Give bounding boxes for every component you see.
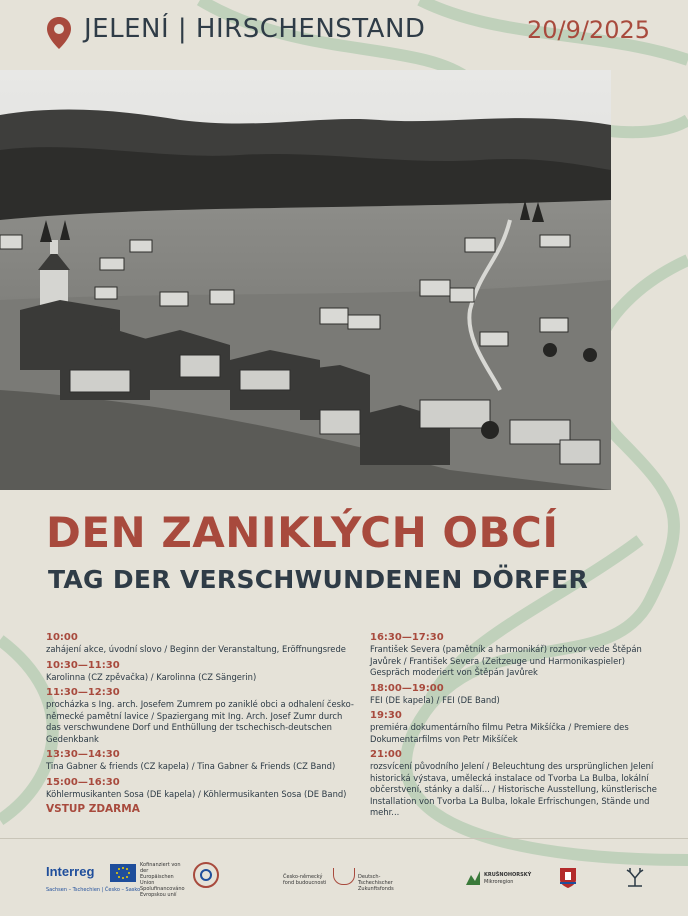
historic-village-photo [0, 70, 611, 490]
program-text: FEI (DE kapela) / FEI (DE Band) [370, 694, 500, 705]
eu-cofinanced-text: Kofinanziert von der Europäischen Union Spolufinancováno Evropskou unií [140, 862, 185, 898]
program-text: premiéra dokumentárního filmu Petra Mikšíčka / Premiere des Dokumentarfilms von Petr Mikšíček [370, 722, 629, 744]
program-time: 13:30—14:30 [46, 749, 120, 760]
program-time: 15:00—16:30 [46, 776, 120, 788]
program-time: 16:30—17:30 [370, 632, 444, 643]
program-item [46, 776, 358, 801]
fund-bracket-icon [333, 868, 355, 885]
program-time: 18:00—19:00 [370, 682, 444, 694]
program-time: 11:30—12:30 [46, 687, 120, 698]
title-czech: DEN ZANIKLÝCH OBCÍ [46, 508, 559, 557]
program-item [370, 709, 660, 745]
title-german: TAG DER VERSCHWUNDENEN DÖRFER [48, 565, 589, 594]
interreg-logo: Interreg Sachsen – Tschechien | Česko – Sasko [46, 864, 141, 893]
program-item [46, 686, 358, 745]
partner-logos [0, 850, 688, 910]
program-time: 19:30 [370, 710, 402, 721]
location-title: JELENÍ | HIRSCHENSTAND [84, 14, 426, 44]
fund-german-text: Deutsch-Tschechischer Zukunftsfonds [358, 874, 394, 892]
program-text: Tina Gabner & friends (CZ kapela) / Tina Gabner & Friends (CZ Band) [46, 761, 336, 771]
program-text: Köhlermusikanten Sosa (DE kapela) / Köhlermusikanten Sosa (DE Band) [46, 788, 347, 799]
program-text: František Severa (pamětník a harmonikář) rozhovor vede Štěpán Javůrek / František Severa (Zeitzeuge und Harmonikaspieler) Gespräch moderiert von Štěpán Javůrek [370, 644, 642, 677]
coat-of-arms-icon [560, 868, 576, 888]
program-item [46, 659, 358, 684]
program-left-column [46, 631, 358, 803]
program-item [370, 748, 660, 819]
map-pin-icon [46, 16, 72, 50]
program-text: procházka s Ing. arch. Josefem Zumrem po zaniklé obci a odhalení česko-německé pamětní lavice / Spaziergang mit Ing. Arch. Josef Zumr durch das verschwundene Dorf und Enthüllung der tschechisch-deutschen Gedenkbank [46, 699, 354, 744]
program-text: rozsvícení původního Jelení / Beleuchtung des ursprünglichen Jelení historická výstava, umělecká instalace od Tvorba La Bulba, lokální občerstvení, stánky a další... / Historische Ausstellung, künstlerische Installation von Tvorba La Bulba, lokale Erfrischungen, Stände und mehr... [370, 761, 657, 817]
free-entry-label: VSTUP ZDARMA [46, 803, 140, 815]
program-time: 21:00 [370, 749, 402, 760]
program-text: Karolinna (CZ zpěvačka) / Karolinna (CZ Sängerin) [46, 671, 257, 682]
interreg-subtitle: Sachsen – Tschechien | Česko – Sasko [46, 887, 141, 893]
program-text: zahájení akce, úvodní slovo / Beginn der Veranstaltung, Eröffnungsrede [46, 644, 346, 654]
region-subtitle: Mikroregion [484, 879, 514, 885]
program-item [370, 682, 660, 707]
program-item [46, 631, 358, 656]
program-item [370, 631, 660, 679]
fund-czech-text: Česko-německý fond budoucnosti [283, 874, 327, 886]
program-right-column [370, 631, 660, 822]
event-date: 20/9/2025 [526, 16, 650, 44]
program-time: 10:00 [46, 632, 78, 643]
eu-flag-icon [110, 864, 136, 882]
czech-saxony-badge-icon [193, 862, 219, 888]
program-item [46, 748, 358, 773]
footer-divider [0, 838, 688, 839]
krusnohorsky-logo-icon [466, 870, 480, 884]
region-name: KRUŠNOHORSKÝ [484, 872, 532, 878]
program-time: 10:30—11:30 [46, 659, 120, 671]
deer-logo-icon [624, 868, 646, 888]
